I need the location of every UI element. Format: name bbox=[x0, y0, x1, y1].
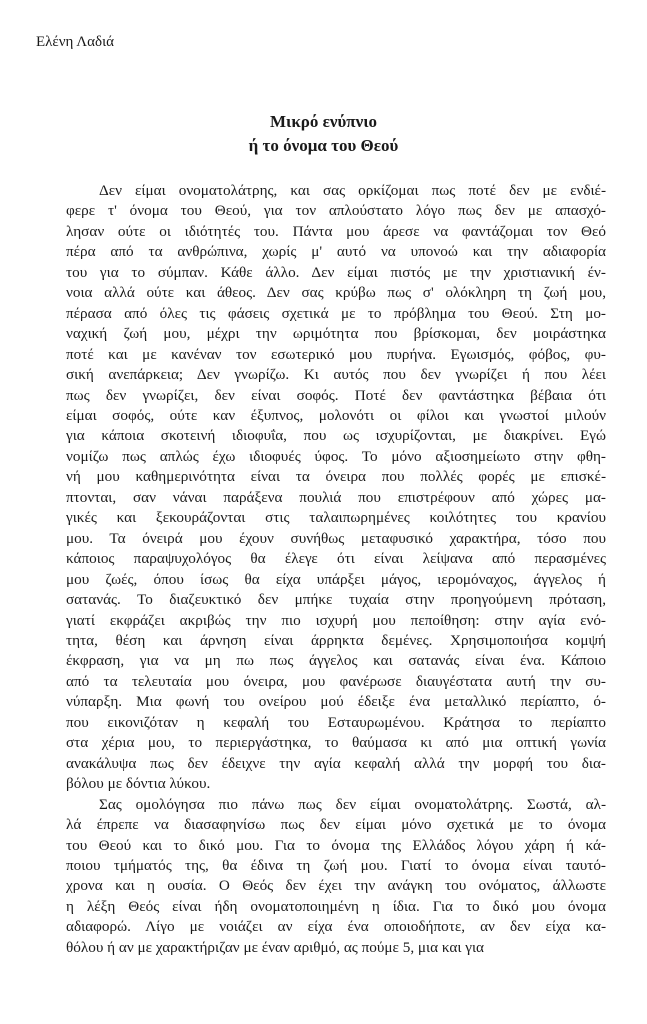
text-line: Δεν είμαι ονοματολάτρης, και σας ορκίζομαι πως ποτέ δεν με ενδιέ- bbox=[99, 182, 606, 199]
text-line: η λέξη Θεός είναι ήδη ονοματοποιημένη η ίδια. Για το δικό μου όνομα bbox=[66, 897, 606, 915]
text-line: θόλου ή αν με χαρακτήριζαν με έναν αριθμό, ας πούμε 5, μια και για bbox=[66, 938, 485, 956]
text-line: ανακάλυψα πως δεν έδειχνε την αγία κεφαλή αλλά την μορφή του δια- bbox=[66, 754, 606, 772]
body-text bbox=[66, 181, 606, 958]
text-line: πέρα από τα ανθρώπινα, χωρίς μ' αυτό να υπονοώ και την αδιαφορία bbox=[66, 243, 606, 261]
text-line: για κάποια σκοτεινή ιδιοφυΐα, που ως ισχυρίζονται, με διακρίνει. Εγώ bbox=[66, 427, 606, 445]
running-head-author: Ελένη Λαδιά bbox=[36, 34, 114, 50]
text-line: φερε τ' όνομα του Θεού, για τον απλούστατο λόγο πως δεν με απασχό- bbox=[66, 202, 606, 220]
text-line: πως δεν γνωρίζει, δεν είναι σοφός. Ποτέ δεν φαντάστηκα βέβαια ότι bbox=[66, 386, 606, 404]
text-line: σική ανεπάρκεια; Δεν γνωρίζω. Κι αυτός που δεν γνωρίζει ή που λέει bbox=[66, 366, 606, 384]
paragraph bbox=[66, 795, 606, 959]
text-line: γικές και ξεκουράζονται στις ταλαιπωρημένες κοιλότητες του κρανίου bbox=[66, 509, 606, 527]
text-line: ποιου τμήματός της, θα έδινα τη ζωή μου. Γιατί το όνομα είναι ταυτό- bbox=[66, 856, 606, 874]
text-line: Σας ομολόγησα πιο πάνω πως δεν είμαι ονοματολάτρης. Σωστά, αλ- bbox=[99, 795, 606, 813]
text-line: σατανάς. Το διαζευκτικό δεν μπήκε τυχαία στην προηγούμενη πρόταση, bbox=[66, 591, 606, 609]
text-line: έκφραση, για να μη πω πως άγγελος και σατανάς είναι ένα. Κάποιο bbox=[66, 652, 606, 670]
text-line: νομίζω πως απλώς έχω ιδιοφυές ύφος. Το μόνο αξιοσημείωτο στην φθη- bbox=[66, 447, 606, 465]
text-line: πέρασα από όλες τις φάσεις σχετικά με το πρόβλημα του Θεού. Στη μο- bbox=[66, 304, 606, 322]
paragraph bbox=[66, 181, 606, 795]
text-line: τητα, θέση και άρνηση είναι άρρηκτα δεμένες. Χρησιμοποιήσα κομψή bbox=[66, 631, 606, 649]
text-line: λά έπρεπε να διασαφηνίσω πως δεν είμαι μόνο σχετικά με το όνομα bbox=[66, 816, 606, 834]
text-line: γιατί εκφράζει ακριβώς την πιο ισχυρή μου πεποίθηση: στην αγία ενό- bbox=[66, 611, 606, 629]
text-line: ποτέ και με κανέναν τον εσωτερικό μου πυρήνα. Εγωισμός, φόβος, φυ- bbox=[66, 345, 606, 363]
text-line: μου ζωές, όπου ίσως θα είχα υπάρξει μάγος, ιερομόναχος, άγγελος ή bbox=[66, 570, 606, 588]
text-line: κάποιος παραψυχολόγος θα έλεγε ότι είναι λείψανα από περασμένες bbox=[66, 550, 606, 568]
text-line: πτονται, σαν νάναι παράξενα πουλιά που επιστρέφουν από χώρες μα- bbox=[66, 488, 606, 506]
text-line: νή μου καθημερινότητα είναι τα όνειρα που πολλές φορές με επισκέ- bbox=[66, 468, 606, 486]
text-line: στα χέρια μου, το περιεργάστηκα, το θαύμασα κι από μια οπτική γωνία bbox=[66, 734, 606, 752]
text-line: αδιαφορώ. Λίγο με νοιάζει αν είχα ένα οποιοδήποτε, αν δεν είχα κα- bbox=[66, 918, 606, 936]
text-line: του για το σύμπαν. Κάθε άλλο. Δεν είμαι πιστός με την χριστιανική έν- bbox=[66, 263, 606, 281]
text-line: είμαι σοφός, ούτε καν έξυπνος, μολονότι οι φίλοι και γνωστοί μιλούν bbox=[66, 406, 606, 424]
text-line: λησαν ούτε οι ιδιότητές του. Πάντα μου άρεσε να φαντάζομαι τον Θεό bbox=[66, 222, 606, 240]
text-line: ναχική ζωή μου, μέχρι την ωριμότητα που βρίσκομαι, δεν μοιράστηκα bbox=[66, 325, 606, 343]
chapter-title-line-1: Μικρό ενύπνιο bbox=[270, 112, 377, 131]
text-line: νοια αλλά ούτε και άθεος. Δεν σας κρύβω πως σ' ολόκληρη τη ζωή μου, bbox=[66, 284, 606, 302]
text-line: χρονα και η ουσία. Ο Θεός δεν έχει την ανάγκη του ονόματος, άλλωστε bbox=[66, 877, 606, 895]
text-line: του Θεού και το δικό μου. Για το όνομα της Ελλάδος λόγου χάρη ή κά- bbox=[66, 836, 606, 854]
text-line: βόλου με δόντια λύκου. bbox=[66, 775, 211, 793]
text-line: νύπαρξη. Μια φωνή του ονείρου μού έδειξε ένα μεταλλικό περίαπτο, ό- bbox=[66, 693, 606, 711]
text-line: που εικονιζόταν η κεφαλή του Εσταυρωμένου. Κράτησα το περίαπτο bbox=[66, 713, 606, 731]
chapter-title-line-2: ή το όνομα του Θεού bbox=[248, 136, 399, 155]
text-line: μου. Τα όνειρά μου έχουν συνήθως μεταφυσικό χαρακτήρα, τόσο που bbox=[66, 529, 606, 547]
chapter-title bbox=[0, 110, 647, 158]
text-line: από τα τελευταία μου όνειρα, μου φανέρωσε διαυγέστατα αυτή την συ- bbox=[66, 672, 606, 690]
